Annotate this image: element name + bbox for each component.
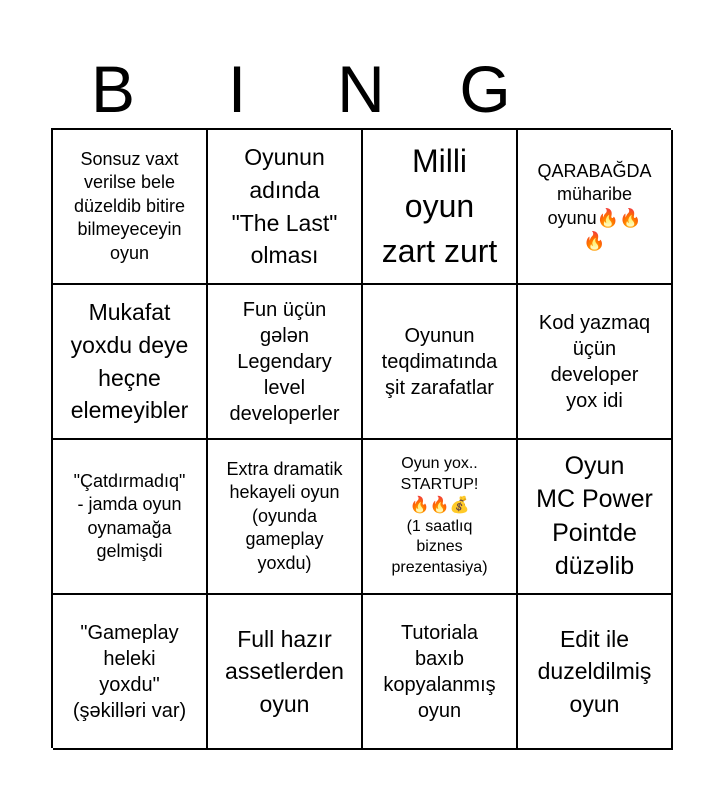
bingo-board [51, 128, 671, 748]
bingo-cell-text: Fun üçün gələn Legendary level developerler [229, 298, 340, 425]
bingo-cell-4-3[interactable] [363, 595, 518, 750]
bingo-cell-text: Milli oyun zart zurt [381, 143, 498, 269]
bingo-cell-text: "Gameplay heleki yoxdu" (şəkilləri var) [72, 621, 187, 722]
bingo-cell-text: QARABAĞDA müharibe oyunu🔥🔥 🔥 [537, 160, 652, 251]
bingo-header [51, 50, 671, 128]
bingo-cell-text: Edit ile duzeldilmiş oyun [537, 625, 652, 717]
header-letter-b: B [90, 52, 136, 126]
bingo-cell-text: Oyunun adında "The Last" olması [231, 144, 338, 269]
bingo-cell-text: Oyun yox.. STARTUP! 🔥🔥💰 (1 saatlıq biznes prezentasiya) [391, 455, 488, 577]
bingo-cell-1-1[interactable] [53, 130, 208, 285]
header-letter-g: G [459, 52, 511, 126]
bingo-cell-text: Mukafat yoxdu deye heçne elemeyibler [70, 299, 189, 424]
bingo-cell-1-3[interactable] [363, 130, 518, 285]
bingo-cell-text: Oyun MC Power Pointde düzəlib [536, 452, 653, 580]
bingo-cell-3-3[interactable] [363, 440, 518, 595]
bingo-cell-text: "Çatdırmadıq" - jamda oyun oynamağa gelmişdi [73, 470, 186, 561]
header-letter-i: I [227, 52, 247, 126]
bingo-cell-2-2[interactable] [208, 285, 363, 440]
bingo-cell-text: Extra dramatik hekayeli oyun (oyunda gameplay yoxdu) [226, 459, 343, 573]
bingo-cell-3-4[interactable] [518, 440, 673, 595]
bingo-cell-text: Full hazır assetlerden oyun [225, 625, 344, 717]
bingo-cell-2-1[interactable] [53, 285, 208, 440]
bingo-cell-3-2[interactable] [208, 440, 363, 595]
bingo-cell-4-2[interactable] [208, 595, 363, 750]
bingo-cell-2-4[interactable] [518, 285, 673, 440]
bingo-cell-text: Oyunun teqdimatında şit zarafatlar [381, 324, 498, 399]
bingo-cell-text: Sonsuz vaxt verilse bele düzeldib bitire bilmeyeceyin oyun [73, 149, 186, 263]
bingo-cell-1-2[interactable] [208, 130, 363, 285]
bingo-cell-4-1[interactable] [53, 595, 208, 750]
bingo-cell-3-1[interactable] [53, 440, 208, 595]
bingo-cell-2-3[interactable] [363, 285, 518, 440]
bingo-cell-text: Kod yazmaq üçün developer yox idi [538, 311, 651, 412]
bingo-cell-1-4[interactable] [518, 130, 673, 285]
bingo-cell-4-4[interactable] [518, 595, 673, 750]
header-letter-n: N [337, 52, 385, 126]
bingo-cell-text: Tutoriala baxıb kopyalanmış oyun [383, 621, 496, 722]
